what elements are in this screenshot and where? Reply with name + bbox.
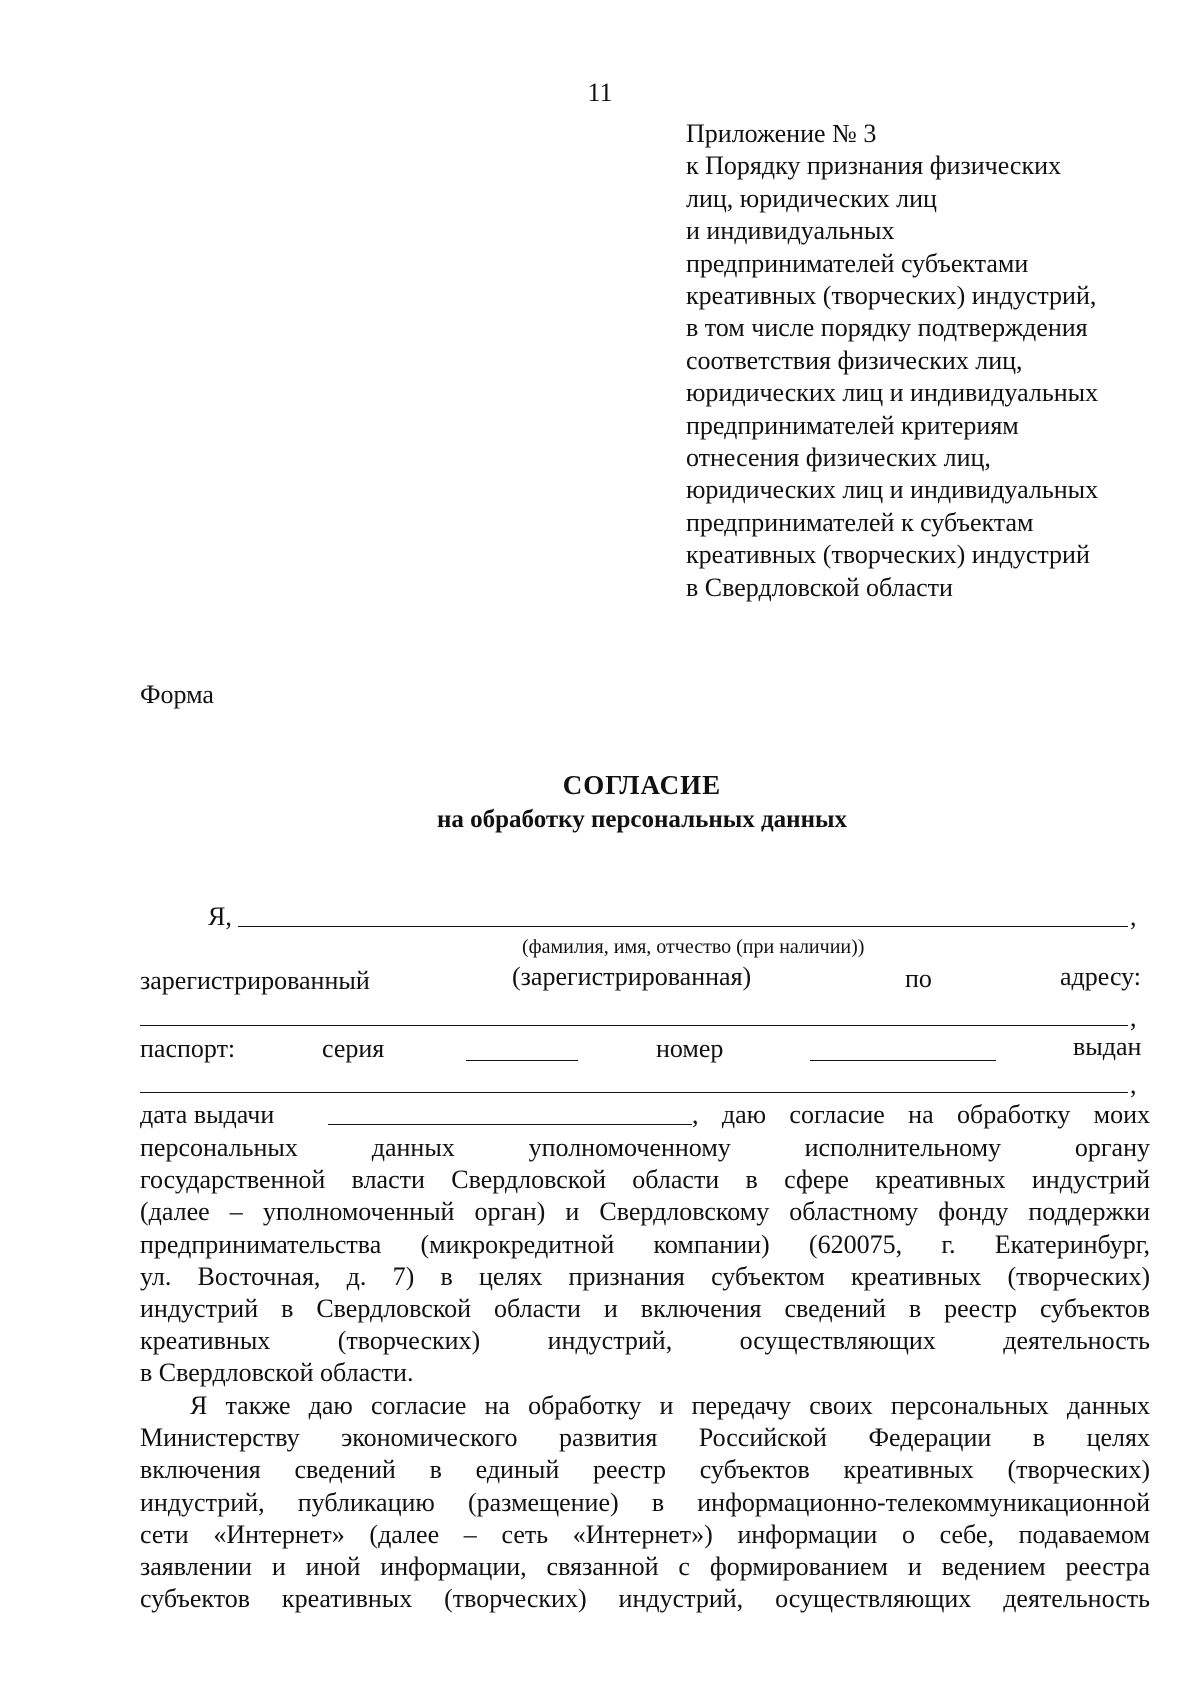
- paragraph-line: предпринимательства (микрокредитной компании) (620075, г. Екатеринбург,: [140, 1229, 1150, 1259]
- paragraph-line: индустрий, публикацию (размещение) в информационно-телекоммуникационной: [140, 1487, 1150, 1517]
- appendix-line: креативных (творческих) индустрий,: [686, 281, 1097, 311]
- po-label: по: [905, 964, 932, 993]
- issue-date-label: дата выдачи: [140, 1100, 275, 1129]
- issue-date-input-line[interactable]: [328, 1124, 692, 1125]
- appendix-line: предпринимателей к субъектам: [686, 507, 1034, 537]
- form-label: Форма: [140, 680, 214, 709]
- paragraph-line: индустрий в Свердловской области и включения сведений в реестр субъектов: [140, 1294, 1150, 1324]
- paragraph-line: включения сведений в единый реестр субъектов креативных (творческих): [140, 1455, 1150, 1485]
- series-input-line[interactable]: [466, 1060, 578, 1061]
- appendix-line: лиц, юридических лиц: [686, 183, 937, 213]
- appendix-line: юридических лиц и индивидуальных: [686, 378, 1099, 408]
- comma: ,: [1130, 1003, 1137, 1032]
- registered-m-label: зарегистрированный: [140, 966, 370, 995]
- appendix-line: отнесения физических лиц,: [686, 443, 991, 473]
- appendix-line: к Порядку признания физических: [686, 151, 1061, 181]
- appendix-line: предпринимателей критериям: [686, 410, 1019, 440]
- address-label: адресу:: [1060, 962, 1142, 991]
- paragraph-line: заявлении и иной информации, связанной с формированием и ведением реестра: [140, 1552, 1150, 1582]
- appendix-line: юридических лиц и индивидуальных: [686, 475, 1099, 505]
- page-number: 11: [587, 78, 613, 107]
- paragraph-line: в Свердловской области.: [140, 1358, 414, 1388]
- i-label: Я,: [208, 902, 232, 931]
- address-input-line[interactable]: [140, 1025, 1128, 1026]
- document-title: СОГЛАСИЕ: [562, 770, 722, 800]
- paragraph-line: Я также даю согласие на обработку и передачу своих персональных данных: [190, 1391, 1150, 1420]
- paragraph-line: персональных данных уполномоченному исполнительному органу: [140, 1133, 1150, 1162]
- issued-by-input-line[interactable]: [140, 1092, 1128, 1093]
- appendix-line: и индивидуальных: [686, 216, 895, 246]
- consent-paragraph-2: [140, 1390, 1150, 1615]
- number-label: номер: [656, 1034, 724, 1063]
- paragraph-line: государственной власти Свердловской области в сфере креативных индустрий: [140, 1165, 1150, 1195]
- series-label: серия: [322, 1034, 385, 1063]
- paragraph-line: (далее – уполномоченный орган) и Свердловскому областному фонду поддержки: [140, 1197, 1150, 1227]
- issued-label: выдан: [1073, 1032, 1142, 1061]
- comma: ,: [1130, 1070, 1137, 1099]
- consent-paragraph-1: [140, 1132, 1150, 1390]
- appendix-line: Приложение № 3: [686, 119, 877, 148]
- consent-start-text: , даю согласие на обработку моих: [692, 1100, 1150, 1129]
- passport-label: паспорт:: [140, 1034, 236, 1063]
- comma: ,: [1130, 902, 1137, 931]
- appendix-line: в том числе порядку подтверждения: [686, 313, 1088, 343]
- appendix-line: соответствия физических лиц,: [686, 345, 1023, 375]
- paragraph-line: ул. Восточная, д. 7) в целях признания субъектом креативных (творческих): [140, 1261, 1150, 1291]
- number-input-line[interactable]: [810, 1060, 996, 1061]
- appendix-block: [686, 118, 1098, 604]
- paragraph-line: Министерству экономического развития Российской Федерации в целях: [140, 1423, 1150, 1453]
- paragraph-line: креативных (творческих) индустрий, осуществляющих деятельность: [140, 1326, 1150, 1356]
- appendix-line: предпринимателей субъектами: [686, 248, 1029, 278]
- appendix-line: в Свердловской области: [686, 572, 953, 602]
- fio-caption: (фамилия, имя, отчество (при наличии)): [522, 936, 865, 958]
- paragraph-line: субъектов креативных (творческих) индустрий, осуществляющих деятельность: [140, 1584, 1150, 1614]
- appendix-line: креативных (творческих) индустрий: [686, 540, 1090, 570]
- fio-input-line[interactable]: [238, 926, 1128, 927]
- paragraph-line: сети «Интернет» (далее – сеть «Интернет») информации о себе, подаваемом: [140, 1519, 1150, 1549]
- document-subtitle: на обработку персональных данных: [437, 806, 847, 833]
- registered-f-label: (зарегистрированная): [512, 962, 752, 991]
